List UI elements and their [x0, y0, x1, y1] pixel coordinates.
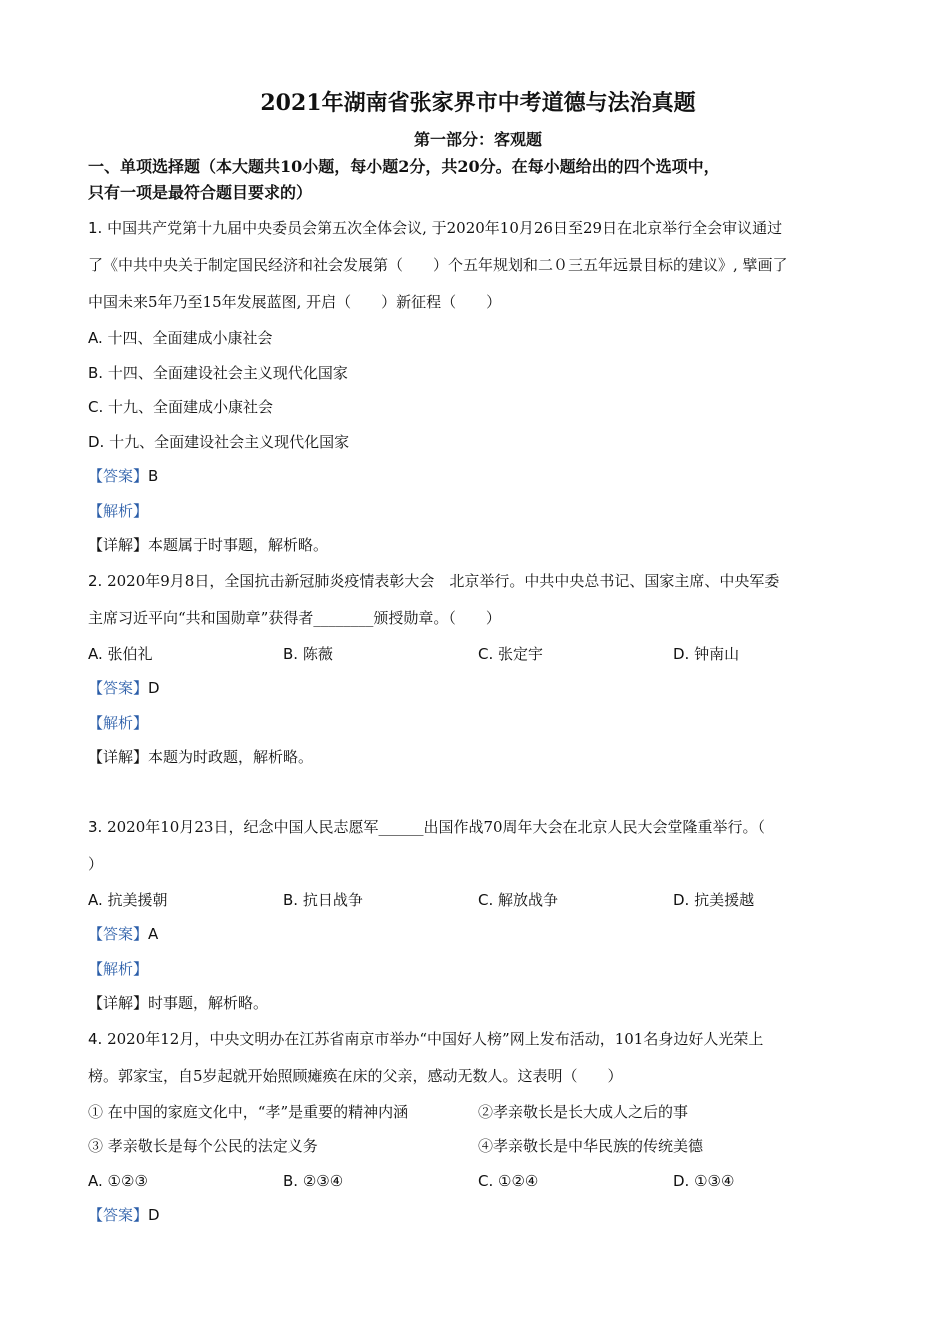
question-2-option-a: A. 张伯礼 [88, 644, 153, 663]
question-2 [88, 563, 868, 775]
question-3-option-a: A. 抗美援朝 [88, 890, 168, 909]
question-1-line3: 中国未来5年乃至15年发展蓝图, 开启（ ）新征程（ ） [88, 293, 502, 311]
question-4-statement-3: ③ 孝亲敬长是每个公民的法定义务 [88, 1137, 318, 1155]
question-3-analysis: 【解析】 [88, 959, 149, 978]
question-2-number: 2. [88, 571, 103, 590]
exam-page [88, 88, 868, 1233]
question-1-option-b: B. 十四、全面建设社会主义现代化国家 [88, 363, 348, 382]
question-2-option-b: B. 陈薇 [283, 644, 333, 663]
question-4-statement-1: ① 在中国的家庭文化中，“孝”是重要的精神内涵 [88, 1102, 409, 1121]
question-4-option-c: C. ①②④ [478, 1171, 539, 1190]
question-4-line1: 2020年12月，中央文明办在江苏省南京市举办“中国好人榜”网上发布活动，101名身边好人光荣上 [107, 1029, 764, 1048]
question-1-option-c: C. 十九、全面建成小康社会 [88, 398, 274, 416]
question-3-number: 3. [88, 817, 103, 836]
question-4 [88, 1021, 868, 1233]
part-heading: 第一部分：客观题 [413, 130, 542, 149]
section-heading [88, 154, 868, 206]
question-1-number: 1. [88, 219, 103, 237]
question-2-option-d: D. 钟南山 [673, 644, 740, 663]
question-1-option-a: A. 十四、全面建成小康社会 [88, 329, 273, 347]
question-4-statements-row1 [88, 1095, 868, 1130]
section-heading-line1: 一、单项选择题（本大题共10小题，每小题2分，共20分。在每小题给出的四个选项中， [88, 157, 720, 176]
question-3-option-c: C. 解放战争 [478, 890, 559, 909]
question-4-option-d: D. ①③④ [673, 1171, 735, 1190]
question-4-statement-4: ④孝亲敬长是中华民族的传统美德 [478, 1137, 704, 1155]
question-4-option-b: B. ②③④ [283, 1171, 344, 1190]
question-1-line2: 了《中共中央关于制定国民经济和社会发展第（ ）个五年规划和二０三五年远景目标的建议》, 擘画了 [88, 256, 788, 274]
question-3-line2: ） [88, 854, 104, 873]
question-2-line2: 主席习近平向“共和国勋章”获得者________颁授勋章。（ ） [88, 608, 501, 627]
question-4-number: 4. [88, 1029, 103, 1048]
question-1-detail: 【详解】本题属于时事题，解析略。 [88, 536, 329, 554]
question-3-option-d: D. 抗美援越 [673, 890, 755, 909]
question-4-statement-2: ②孝亲敬长是长大成人之后的事 [478, 1102, 689, 1121]
question-3-stem [88, 809, 868, 883]
question-3-answer: 【答案】A [88, 925, 159, 943]
question-2-stem [88, 563, 868, 637]
question-1-answer: 【答案】B [88, 467, 159, 485]
question-1 [88, 210, 868, 563]
question-2-options [88, 637, 868, 672]
spacer [88, 775, 868, 809]
question-4-option-a: A. ①②③ [88, 1171, 148, 1190]
question-3-option-b: B. 抗日战争 [283, 890, 363, 909]
question-2-line1: 2020年9月8日，全国抗击新冠肺炎疫情表彰大会 北京举行。中共中央总书记、国家主席、中央军委 [107, 571, 780, 590]
question-2-answer: 【答案】D [88, 679, 160, 697]
question-3 [88, 809, 868, 1021]
question-4-options [88, 1164, 868, 1199]
question-1-option-d: D. 十九、全面建设社会主义现代化国家 [88, 432, 350, 451]
question-1-line1: 中国共产党第十九届中央委员会第五次全体会议, 于2020年10月26日至29日在北京举行全会审议通过 [107, 219, 783, 237]
question-4-stem [88, 1021, 868, 1095]
question-2-detail: 【详解】本题为时政题，解析略。 [88, 748, 314, 766]
question-3-detail: 【详解】时事题，解析略。 [88, 994, 269, 1012]
section-heading-line2: 只有一项是最符合题目要求的） [88, 183, 313, 202]
question-4-statements-row2 [88, 1129, 868, 1164]
question-1-analysis: 【解析】 [88, 501, 149, 520]
question-3-options [88, 883, 868, 918]
question-3-line1: 2020年10月23日，纪念中国人民志愿军______出国作战70周年大会在北京人民大会堂隆重举行。（ [107, 817, 766, 836]
question-2-option-c: C. 张定宇 [478, 644, 544, 663]
question-1-stem [88, 210, 868, 321]
question-4-line2: 榜。郭家宝，自5岁起就开始照顾瘫痪在床的父亲，感动无数人。这表明（ ） [88, 1066, 623, 1085]
page-title: 2021年湖南省张家界市中考道德与法治真题 [260, 90, 696, 116]
question-2-analysis: 【解析】 [88, 713, 149, 732]
question-4-answer: 【答案】D [88, 1206, 160, 1224]
